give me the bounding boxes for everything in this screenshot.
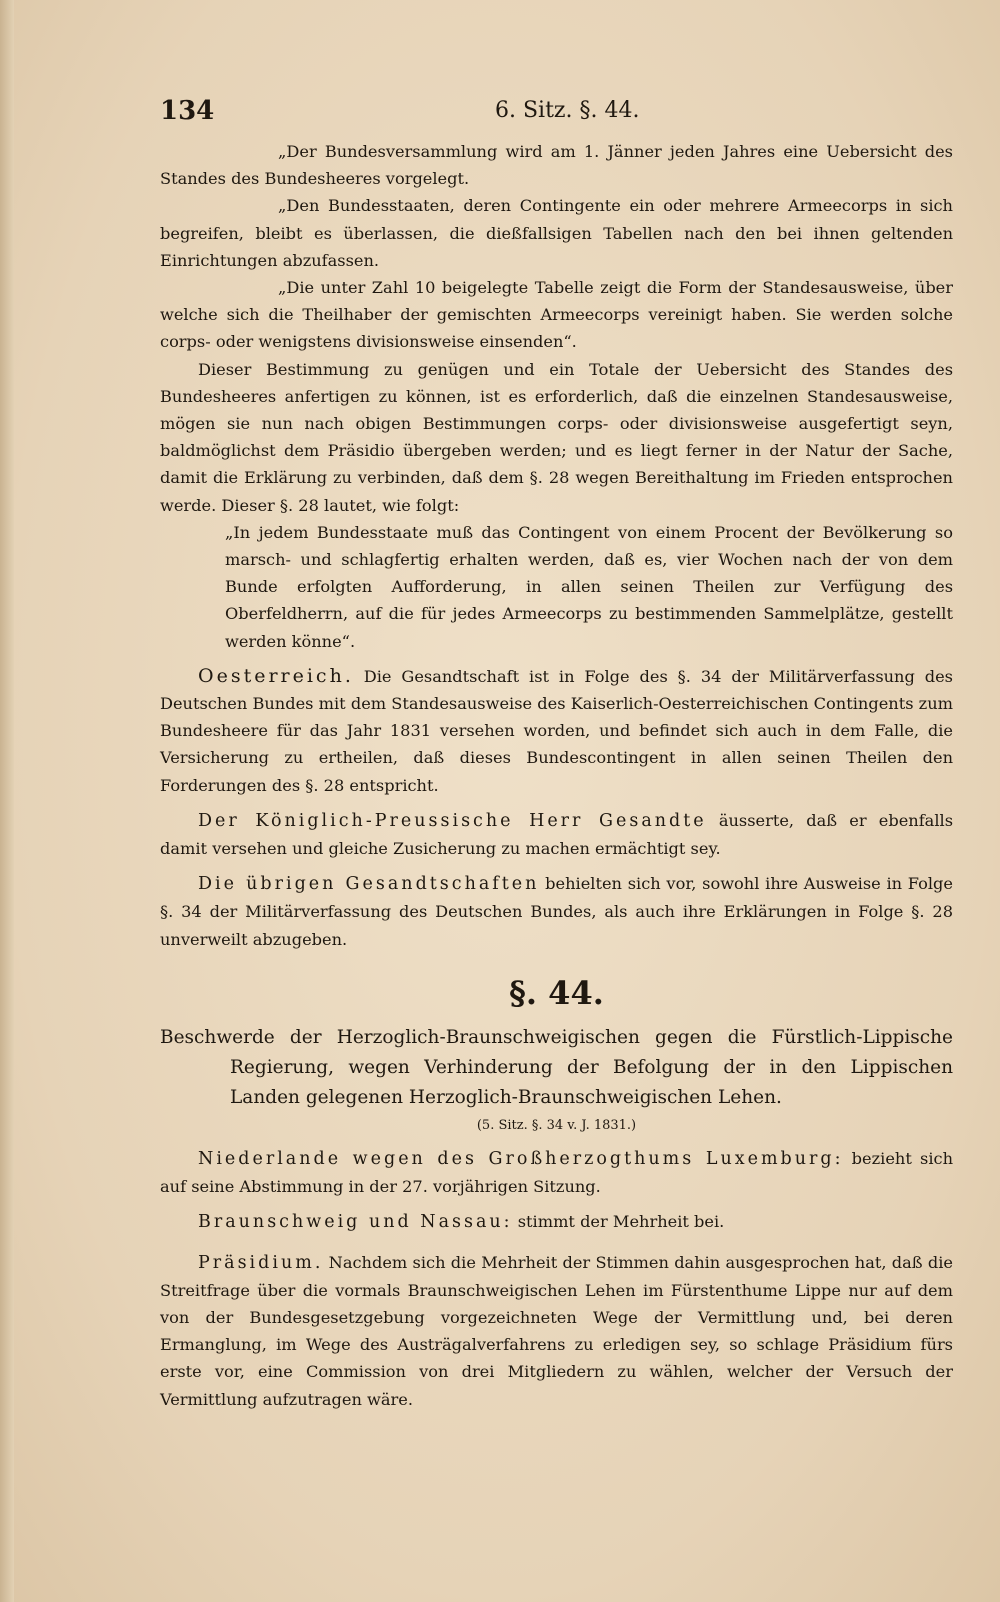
statement-niederlande-text: bezieht sich auf seine Abstimmung in der 27. vorjährigen Sitzung. [160,1148,953,1197]
speaker-niederlande: Niederlande wegen des Großherzogthums Luxemburg: [198,1148,844,1169]
statement-preussen-text: äusserte, daß er ebenfalls damit versehen und gleiche Zusicherung zu machen ermächtigt sey. [160,810,953,859]
quote-paragraph-2: „Den Bundesstaaten, deren Contingente ein oder mehrere Armeecorps in sich begreifen, bleibt es überlassen, die dießfallsigen Tabellen nach den bei ihnen geltenden Einrichtungen abzufassen. [160,196,953,270]
speaker-praesidium: Präsidium. [198,1252,324,1273]
statement-praesidium-text: Nachdem sich die Mehrheit der Stimmen dahin ausgesprochen hat, daß die Streitfrage über die vormals Braunschweigischen Lehen im Fürstenthume Lippe nur auf dem von der Bundesgesetzgebung vorgezeichneten Wege der Vermittlung und, bei deren Ermanglung, im Wege des Austrägalverfahrens zu erledigen sey, so schlage Präsidium fürs erste vor, eine Commission von drei Mitgliedern zu wählen, welcher der Versuch der Vermittlung aufzutragen wäre. [160,1252,953,1409]
page-number: 134 [160,96,215,126]
statement-oesterreich-text: Die Gesandtschaft ist in Folge des §. 34 der Militärverfassung des Deutschen Bundes mit dem Standesausweise des Kaiserlich-Oesterreichischen Contingents zum Bundesheere für das Jahr 1831 versehen worden, und befindet sich auch in dem Falle, die Versicherung zu ertheilen, daß dieses Bundescontingent in allen seinen Theilen den Forderungen des §. 28 entspricht. [160,666,953,795]
speaker-oesterreich: Oesterreich. [198,664,354,687]
section-subject: Beschwerde der Herzoglich-Braunschweigischen gegen die Fürstlich-Lippische Regierung, wegen Verhinderung der Befolgung der in den Lippischen Landen gelegenen Herzoglich-Braunschweigischen Lehen. [160,1026,953,1108]
statement-oesterreich [160,663,953,799]
page-header [160,96,950,136]
statement-niederlande [160,1145,953,1200]
speaker-preussen: Der Königlich-Preussische Herr Gesandte [198,810,707,831]
quote-paragraph-3: „Die unter Zahl 10 beigelegte Tabelle zeigt die Form der Standesausweise, über welche sich die Theilhaber der gemischten Armeecorps vereinigt haben. Sie werden solche corps- oder wenigstens divisionsweise einsenden“. [160,278,953,352]
statement-braunschweig [160,1208,953,1236]
page-body [160,138,953,1413]
statement-uebrige-text: behielten sich vor, sowohl ihre Ausweise in Folge §. 34 der Militärverfassung des Deutschen Bundes, als auch ihre Erklärungen in Folge §. 28 unverweilt abzugeben. [160,874,953,949]
statement-braunschweig-text: stimmt der Mehrheit bei. [517,1212,725,1232]
quote-paragraph-1: „Der Bundesversammlung wird am 1. Jänner jeden Jahres eine Uebersicht des Standes des Bundesheeres vorgelegt. [160,142,953,189]
section-reference: (5. Sitz. §. 34 v. J. 1831.) [476,1117,637,1133]
quote-paragraph-section-28: „In jedem Bundesstaate muß das Contingent von einem Procent der Bevölkerung so marsch- und schlagfertig erhalten werden, daß es, vier Wochen nach der von dem Bunde erfolgten Aufforderung, in allen seinen Theilen zur Verfügung des Oberfeldherrn, auf die für jedes Armeecorps zu bestimmenden Sammelplätze, gestellt werden könne“. [225,522,953,651]
statement-praesidium [160,1249,953,1413]
section-number: §. 44. [509,973,604,1012]
speaker-braunschweig: Braunschweig und Nassau: [198,1212,513,1233]
block-quote-section-28 [225,519,953,655]
speaker-uebrige: Die übrigen Gesandtschaften [198,874,540,895]
statement-preussen [160,807,953,862]
running-head: 6. Sitz. §. 44. [495,98,640,123]
statement-uebrige [160,870,953,953]
page-edge-shadow [0,0,14,1602]
body-paragraph-bestimmung: Dieser Bestimmung zu genügen und ein Totale der Uebersicht des Standes des Bundesheeres anfertigen zu können, ist es erforderlich, daß die einzelnen Standesausweise, mögen sie nun nach obigen Bestimmungen corps- oder divisionsweise ausgefertigt seyn, baldmöglichst dem Präsidio übergeben werden; und es liegt ferner in der Natur der Sache, damit die Erklärung zu verbinden, daß dem §. 28 wegen Bereithaltung im Frieden entsprochen werde. Dieser §. 28 lautet, wie folgt: [160,359,953,515]
